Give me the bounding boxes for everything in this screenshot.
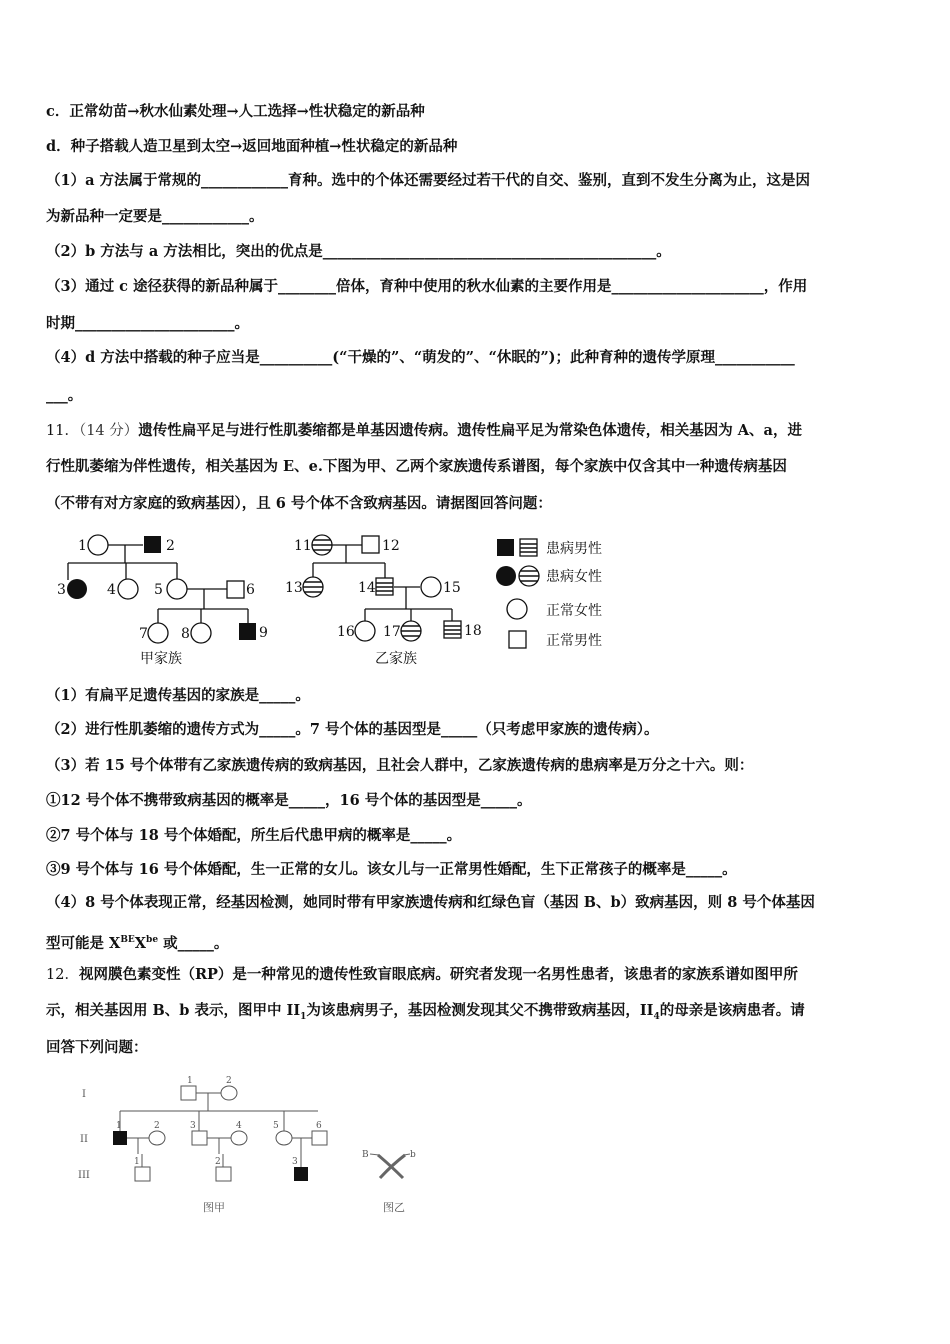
individual-9 (239, 623, 256, 640)
genotype-sup-1: BE (120, 935, 135, 945)
figure-yi-caption: 图乙 (383, 1201, 405, 1214)
individual-13 (303, 577, 323, 597)
label-2: 2 (166, 538, 175, 554)
individual-15 (421, 577, 441, 597)
gen-label-III: III (78, 1170, 90, 1181)
genotype-suffix: 或_____。 (158, 934, 229, 952)
q12-sub-1: 1 (300, 1011, 307, 1022)
individual-16 (355, 621, 375, 641)
label-13: 13 (285, 580, 303, 596)
individual-17 (401, 621, 421, 641)
figure-jia-caption: 图甲 (203, 1201, 225, 1214)
label-5: 5 (154, 582, 163, 598)
text-d: d．种子搭载人造卫星到太空→返回地面种植→性状稳定的新品种 (46, 138, 458, 155)
label-8: 8 (181, 626, 190, 642)
id-III-2: 2 (215, 1157, 221, 1167)
id-II-5: 5 (273, 1121, 279, 1131)
label-14: 14 (358, 580, 376, 596)
label-6: 6 (246, 582, 255, 598)
individual-6 (227, 581, 244, 598)
q11-sub4-line2 (46, 930, 228, 954)
q11-line2: 行性肌萎缩为伴性遗传，相关基因为 E、e.下图为甲、乙两个家族遗传系谱图，每个家族中仅含其中一种遗传病基因 (46, 458, 787, 475)
family-yi-caption: 乙家族 (375, 651, 417, 667)
individual-5 (167, 579, 187, 599)
II-4 (231, 1131, 247, 1145)
id-II-3: 3 (190, 1121, 196, 1131)
II-6 (312, 1131, 327, 1145)
id-III-3: 3 (292, 1157, 298, 1167)
label-11: 11 (294, 538, 312, 554)
q12-line2 (46, 1001, 805, 1027)
q12-line2-c: 的母亲是该病患者。请 (659, 1002, 805, 1019)
q12-line2-b: 为该患病男子，基因检测发现其父不携带致病基因，II (306, 1002, 654, 1019)
III-1 (135, 1167, 150, 1181)
legend-affected-male-striped (520, 539, 537, 556)
label-4: 4 (107, 582, 116, 598)
legend-affected-female-label: 患病女性 (546, 569, 602, 585)
legend-affected-female-solid (496, 566, 516, 586)
id-I-1: 1 (187, 1076, 193, 1086)
III-3 (294, 1167, 308, 1181)
label-18: 18 (464, 623, 482, 639)
genotype-prefix: 型可能是 X (46, 934, 121, 952)
q10-1-line1: （1）a 方法属于常规的____________育种。选中的个体还需要经过若干代的自交、鉴别，直到不发生分离为止，这是因 (46, 172, 811, 189)
II-3 (192, 1131, 207, 1145)
q10-4-line1: （4）d 方法中搭载的种子应当是__________(“干燥的”、“萌发的”、“休眠的”)；此种育种的遗传学原理___________ (46, 349, 795, 366)
label-15: 15 (443, 580, 461, 596)
q12-text: 视网膜色素变性（RP）是一种常见的遗传性致盲眼底病。研究者发现一名男性患者，该患者的家族系谱如图甲所 (78, 966, 798, 983)
II-2 (149, 1131, 165, 1145)
q11-sub2: （2）进行性肌萎缩的遗传方式为_____。7 号个体的基因型是_____（只考虑甲家族的遗传病）。 (46, 721, 659, 738)
allele-b: b (410, 1150, 416, 1160)
q12-line3: 回答下列问题： (46, 1039, 148, 1056)
individual-3 (67, 579, 87, 599)
q11-number: 11． (46, 423, 79, 439)
legend-affected-female-striped (519, 566, 539, 586)
legend-affected-male-label: 患病男性 (546, 541, 602, 557)
III-2 (216, 1167, 231, 1181)
label-9: 9 (259, 625, 268, 641)
allele-B: B (362, 1150, 369, 1160)
individual-4 (118, 579, 138, 599)
q11-points: （14 分） (78, 423, 139, 439)
id-II-1: 1 (116, 1121, 122, 1131)
individual-8 (191, 623, 211, 643)
legend-affected-male-solid (497, 539, 514, 556)
q12-number: 12． (46, 967, 79, 983)
I-1 (181, 1086, 196, 1100)
label-7: 7 (139, 626, 148, 642)
label-3: 3 (57, 582, 66, 598)
q10-2: （2）b 方法与 a 方法相比，突出的优点是______________________________________________。 (46, 243, 671, 260)
q11-sub3-3: ③9 号个体与 16 号个体婚配，生一正常的女儿。该女儿与一正常男性婚配，生下正常孩子的概率是_____。 (46, 861, 737, 878)
gen-label-II: II (80, 1134, 88, 1145)
id-II-2: 2 (154, 1121, 160, 1131)
pedigree-figure-2 (60, 1070, 440, 1220)
q11-sub1: （1）有扁平足遗传基因的家族是_____。 (46, 687, 310, 704)
I-2 (221, 1086, 237, 1100)
legend-normal-female-label: 正常女性 (546, 603, 602, 619)
q11-line1 (46, 421, 802, 441)
II-5 (276, 1131, 292, 1145)
q11-sub3: （3）若 15 号个体带有乙家族遗传病的致病基因，且社会人群中，乙家族遗传病的患病率是万分之十六。则： (46, 757, 754, 774)
individual-11 (312, 535, 332, 555)
q10-1-line2: 为新品种一定要是____________。 (46, 208, 264, 225)
q11-line3: （不带有对方家庭的致病基因），且 6 号个体不含致病基因。请据图回答问题： (46, 495, 552, 512)
individual-18 (444, 621, 461, 638)
legend-normal-female-symbol (507, 599, 527, 619)
II-1 (113, 1131, 127, 1145)
family-jia-caption: 甲家族 (140, 651, 182, 667)
label-12: 12 (382, 538, 400, 554)
individual-14 (376, 578, 393, 595)
q11-text: 遗传性扁平足与进行性肌萎缩都是单基因遗传病。遗传性扁平足为常染色体遗传，相关基因为 A、a，进 (138, 422, 802, 439)
id-III-1: 1 (134, 1157, 140, 1167)
q11-sub3-1: ①12 号个体不携带致病基因的概率是_____，16 号个体的基因型是_____。 (46, 792, 532, 809)
legend (496, 539, 602, 649)
label-16: 16 (337, 624, 355, 640)
chromosome-figure (370, 1154, 410, 1178)
individual-1 (88, 535, 108, 555)
genotype-x: X (134, 934, 147, 952)
individual-12 (362, 536, 379, 553)
individual-7 (148, 623, 168, 643)
q10-4-line2: ___。 (46, 387, 83, 404)
q12-line2-a: 示，相关基因用 B、b 表示，图甲中 II (46, 1002, 301, 1019)
id-II-6: 6 (316, 1121, 322, 1131)
id-II-4: 4 (236, 1121, 242, 1131)
individual-2 (144, 536, 161, 553)
genotype-sup-2: be (146, 935, 159, 945)
id-I-2: 2 (226, 1076, 232, 1086)
q12-line1 (46, 965, 798, 985)
legend-normal-male-symbol (509, 631, 526, 648)
gen-label-I: I (82, 1089, 86, 1100)
label-1: 1 (78, 538, 87, 554)
pedigree-figure-1 (50, 525, 620, 675)
label-17: 17 (383, 624, 401, 640)
q10-3-line1: （3）通过 c 途径获得的新品种属于________倍体，育种中使用的秋水仙素的主要作用是_____________________，作用 (46, 278, 808, 295)
q10-3-line2: 时期______________________。 (46, 315, 249, 332)
text-c: c．正常幼苗→秋水仙素处理→人工选择→性状稳定的新品种 (46, 103, 425, 120)
legend-normal-male-label: 正常男性 (546, 633, 602, 649)
q12-sub-4: 4 (653, 1011, 660, 1022)
q11-sub3-2: ②7 号个体与 18 号个体婚配，所生后代患甲病的概率是_____。 (46, 827, 462, 844)
q11-sub4-line1: （4）8 号个体表现正常，经基因检测，她同时带有甲家族遗传病和红绿色盲（基因 B、b）致病基因，则 8 号个体基因 (46, 894, 815, 911)
